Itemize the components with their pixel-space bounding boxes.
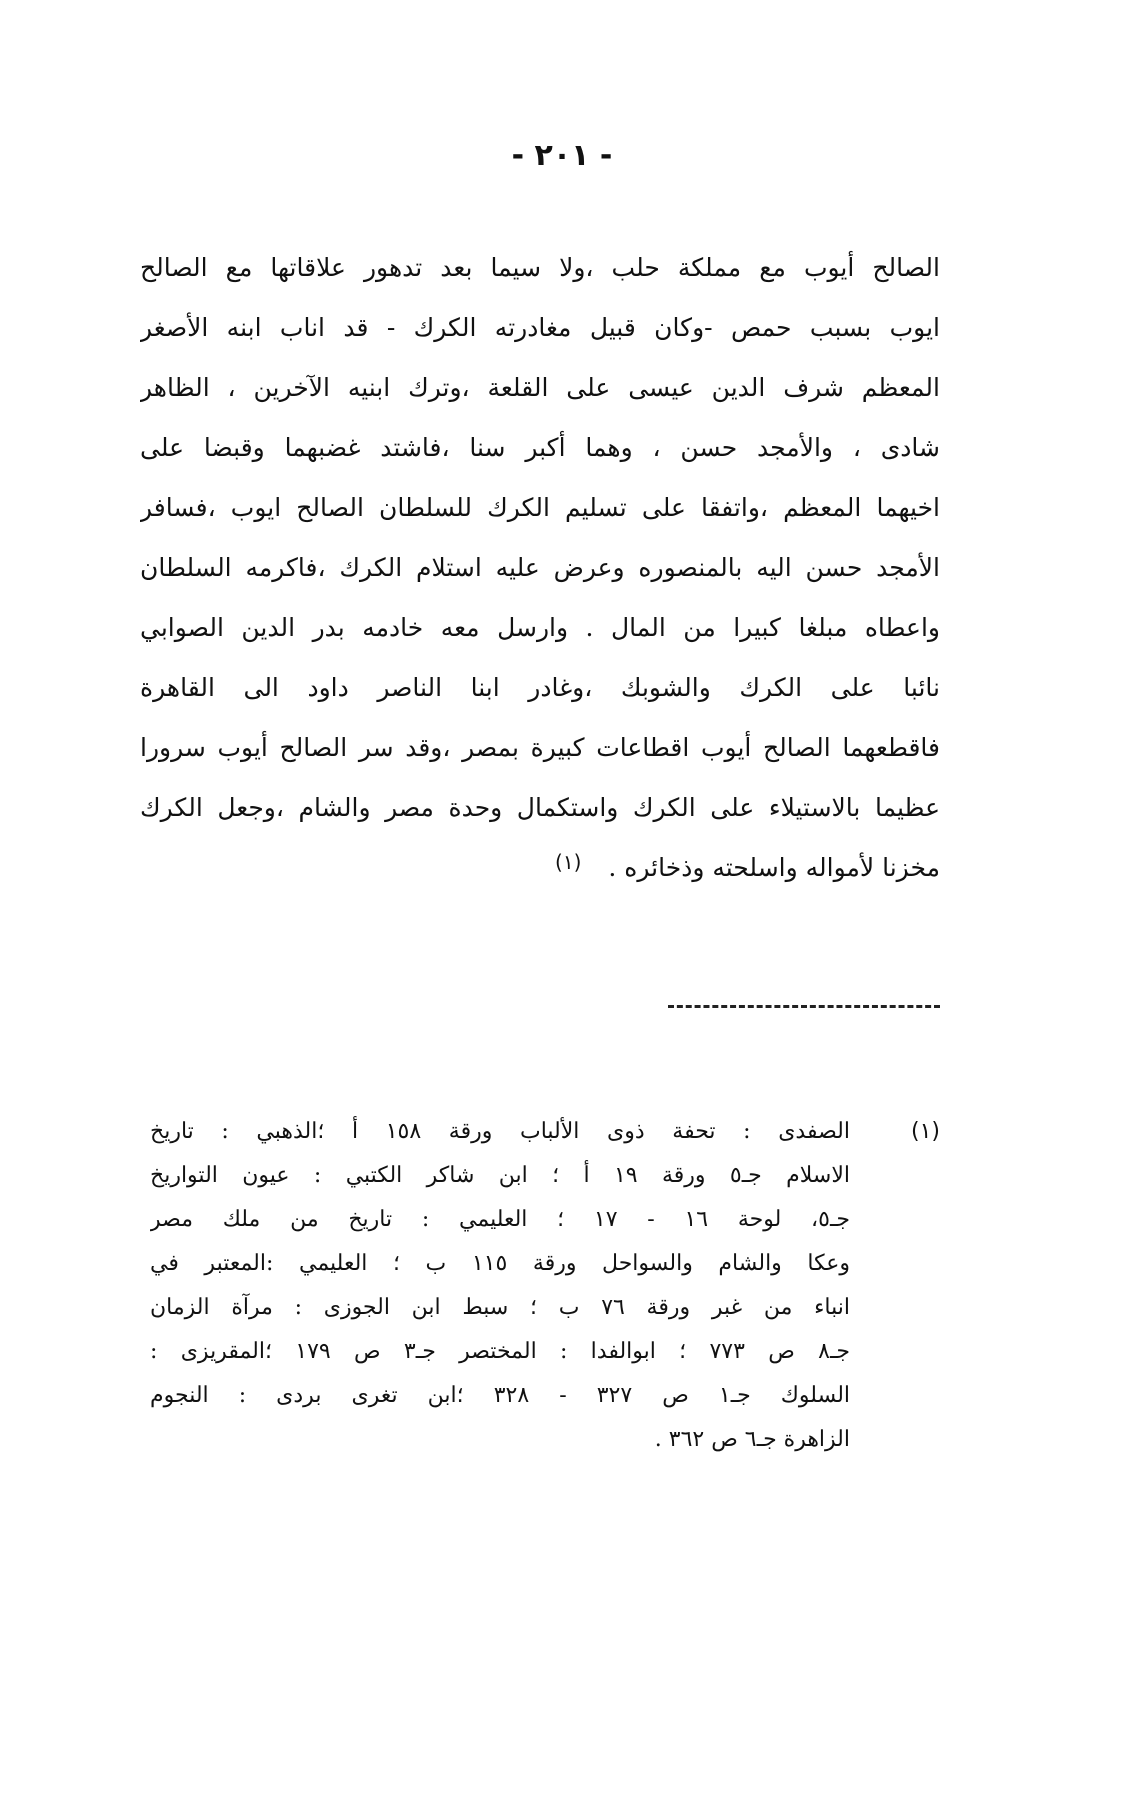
body-line: الصالح أيوب مع مملكة حلب ،ولا سيما بعد تدهور علاقاتها مع الصالح bbox=[140, 253, 940, 282]
footnote-line: الصفدى : تحفة ذوى الألباب ورقة ١٥٨ أ ؛الذهبي : تاريخ bbox=[150, 1119, 850, 1144]
body-line: مخزنا لأمواله واسلحته وذخائره . bbox=[608, 853, 940, 882]
body-line: شادى ، والأمجد حسن ، وهما أكبر سنا ،فاشتد غضبهما وقبضا على bbox=[140, 433, 940, 462]
page-number: - ٢٠١ - bbox=[511, 138, 613, 173]
body-line: المعظم شرف الدين عيسى على القلعة ،وترك ابنيه الآخرين ، الظاهر bbox=[140, 373, 940, 402]
body-line: فاقطعهما الصالح أيوب اقطاعات كبيرة بمصر ،وقد سر الصالح أيوب سرورا bbox=[140, 733, 940, 762]
footnote-body bbox=[150, 1110, 850, 1462]
body-line: الأمجد حسن اليه بالمنصوره وعرض عليه استلام الكرك ،فاكرمه السلطان bbox=[140, 553, 940, 582]
footnote-line: الزاهرة جـ٦ ص ٣٦٢ . bbox=[654, 1427, 850, 1452]
footnote-line: جـ٨ ص ٧٧٣ ؛ ابوالفدا : المختصر جـ٣ ص ١٧٩ ؛المقريزى : bbox=[150, 1339, 850, 1364]
body-line: اخيهما المعظم ،واتفقا على تسليم الكرك للسلطان الصالح ايوب ،فسافر bbox=[140, 493, 940, 522]
footnote-number: (١) bbox=[910, 1119, 940, 1144]
footnote-separator bbox=[668, 1005, 940, 1008]
footnote-line: وعكا والشام والسواحل ورقة ١١٥ ب ؛ العليمي :المعتبر في bbox=[150, 1251, 850, 1276]
body-line: واعطاه مبلغا كبيرا من المال . وارسل معه خادمه بدر الدين الصوابي bbox=[140, 613, 940, 642]
footnote-reference-marker: (١) bbox=[555, 850, 582, 874]
footnote-line: انباء من غبر ورقة ٧٦ ب ؛ سبط ابن الجوزى : مرآة الزمان bbox=[150, 1295, 850, 1320]
body-text bbox=[140, 238, 940, 898]
footnote-line: السلوك جـ١ ص ٣٢٧ - ٣٢٨ ؛ابن تغرى بردى : النجوم bbox=[150, 1383, 850, 1408]
footnote-line: الاسلام جـ٥ ورقة ١٩ أ ؛ ابن شاكر الكتبي : عيون التواريخ bbox=[150, 1163, 850, 1188]
body-line: عظيما بالاستيلاء على الكرك واستكمال وحدة مصر والشام ،وجعل الكرك bbox=[140, 793, 940, 822]
body-line: ايوب بسبب حمص -وكان قبيل مغادرته الكرك - قد اناب ابنه الأصغر bbox=[140, 313, 940, 342]
body-line: نائبا على الكرك والشوبك ،وغادر ابنا الناصر داود الى القاهرة bbox=[140, 673, 940, 702]
footnote-line: جـ٥، لوحة ١٦ - ١٧ ؛ العليمي : تاريخ من ملك مصر bbox=[150, 1207, 850, 1232]
